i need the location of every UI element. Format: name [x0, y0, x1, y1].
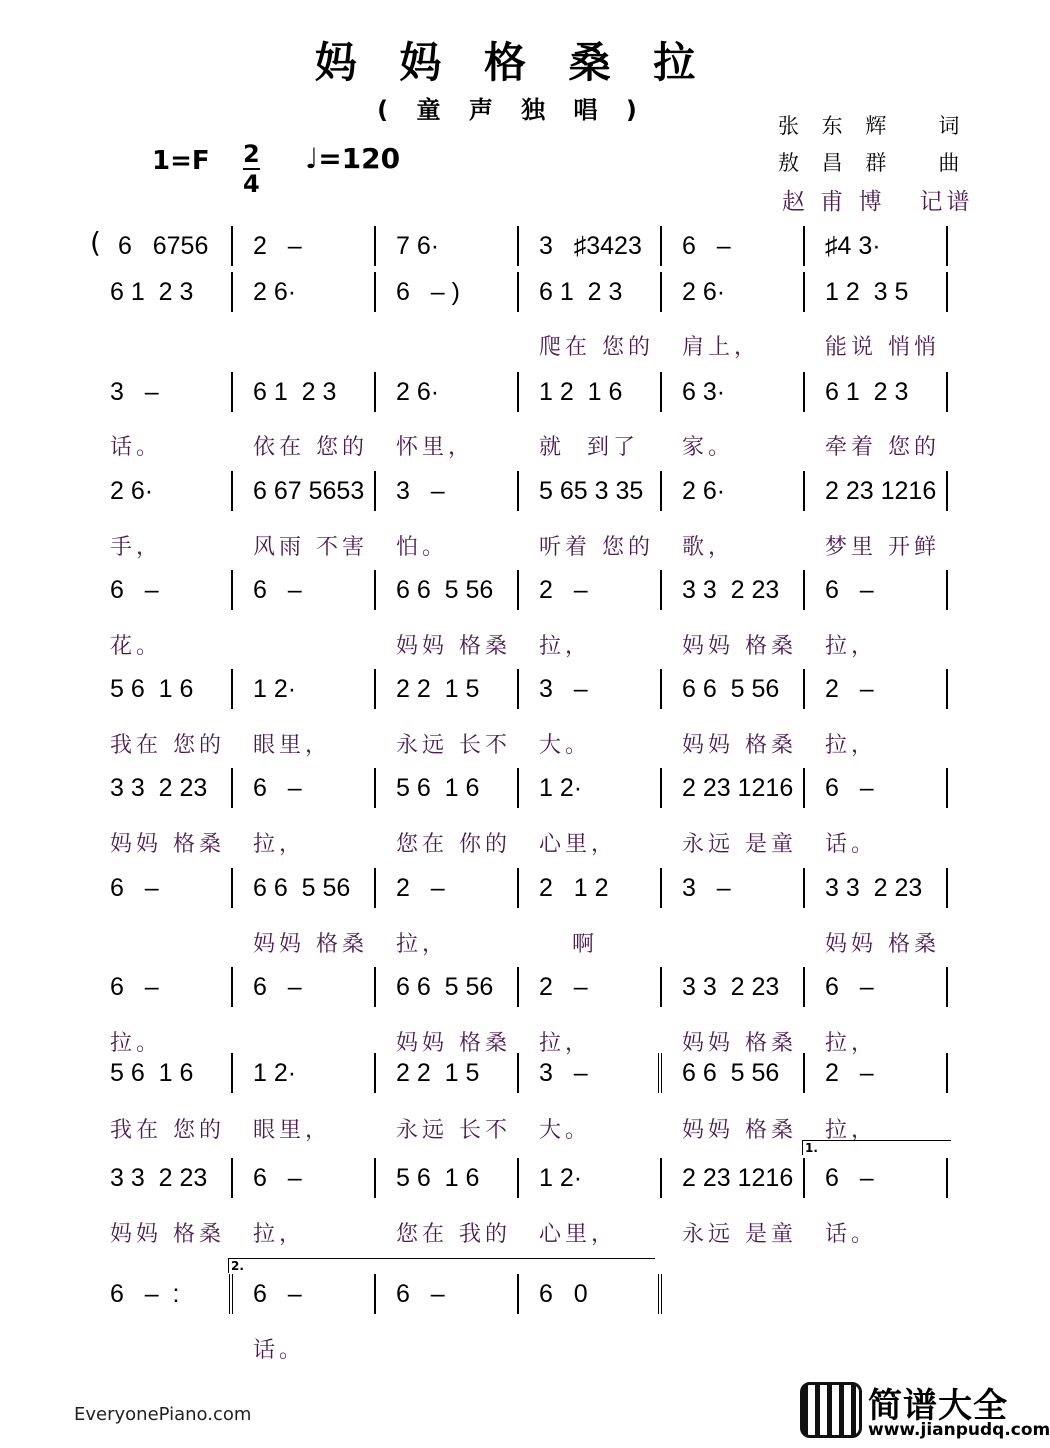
measure: 2 6·	[90, 471, 233, 511]
lyric: 听着 您的	[539, 535, 654, 560]
lyric: 我在 您的	[110, 733, 225, 758]
measure: 5 65 3 35	[519, 471, 662, 511]
time-top: 2	[243, 140, 260, 168]
measure: 2 2 1 5	[376, 669, 519, 709]
lyric: 妈妈 格桑	[825, 932, 940, 957]
measure: 6 –	[233, 1274, 376, 1314]
lyric	[90, 927, 233, 958]
measure: 2 –	[519, 570, 662, 610]
measure: 3 –	[90, 372, 233, 412]
notation-row	[90, 1158, 948, 1198]
lyric: 拉，	[253, 1222, 306, 1247]
measure: 2 –	[519, 967, 662, 1007]
lyric: 话。	[253, 1338, 306, 1363]
measure: 6 –	[233, 768, 376, 808]
measure: 3 ♯3423	[519, 226, 662, 266]
measure: 6 1 2 3	[90, 272, 233, 312]
measure: 6 –	[662, 226, 805, 266]
lyric: 妈妈 格桑	[396, 634, 511, 659]
measure: ♯4 3·	[805, 226, 948, 266]
measure: 6 –	[90, 868, 233, 908]
lyric	[90, 330, 233, 361]
measure: 2 1 2	[519, 868, 662, 908]
lyric: 怀里，	[396, 435, 475, 460]
lyric: 歌，	[682, 535, 735, 560]
lyric	[376, 330, 519, 361]
lyric: 拉，	[539, 1031, 592, 1056]
lyrics-row	[90, 430, 948, 461]
lyrics-row	[90, 1333, 662, 1364]
lyric	[233, 330, 376, 361]
lyric: 妈妈 格桑	[682, 1118, 797, 1143]
lyric: 永远 长不	[396, 733, 511, 758]
lyric: 妈妈 格桑	[682, 733, 797, 758]
notation-row	[90, 226, 948, 266]
notation-row	[90, 768, 948, 808]
notation-row	[90, 471, 948, 511]
jianpudq-logo	[800, 1378, 1050, 1444]
measure: 5 6 1 6	[90, 669, 233, 709]
notation-row	[90, 372, 948, 412]
measure: 6 6 5 56	[376, 570, 519, 610]
measure: 6 –	[805, 570, 948, 610]
measure: 5 6 1 6	[376, 1158, 519, 1198]
time-signature	[243, 140, 260, 198]
measure: 2 23 1216	[805, 471, 948, 511]
measure: 2 –	[376, 868, 519, 908]
measure: 1 2 3 5	[805, 272, 948, 312]
lyric: 妈妈 格桑	[396, 1031, 511, 1056]
lyric: 依在 您的	[253, 435, 368, 460]
measure: 5 6 1 6	[90, 1053, 233, 1093]
lyrics-row	[90, 330, 948, 361]
measure: 3 –	[519, 1053, 662, 1093]
lyric: 牵着 您的	[825, 435, 940, 460]
song-subtitle: ( 童 声 独 唱 )	[377, 96, 647, 124]
measure: 1 2·	[233, 669, 376, 709]
lyric: 永远 是童	[682, 1222, 797, 1247]
lyric: 话。	[825, 1222, 878, 1247]
lyric: 拉，	[825, 733, 878, 758]
lyric: 风雨 不害	[253, 535, 368, 560]
lyric: 大。	[539, 1118, 592, 1143]
lyric: 您在 你的	[396, 832, 511, 857]
measure: 2 6·	[376, 372, 519, 412]
lyrics-row	[90, 728, 948, 759]
lyric: 话。	[825, 832, 878, 857]
lyric: 拉，	[253, 832, 306, 857]
measure: 6 –	[233, 1158, 376, 1198]
composer-credit: 敖 昌 群 曲	[778, 151, 968, 175]
lyric	[519, 1333, 662, 1364]
measure: 1 2 1 6	[519, 372, 662, 412]
lyric: 永远 是童	[682, 832, 797, 857]
measure: 6 –	[233, 570, 376, 610]
measure: 1 2·	[519, 768, 662, 808]
measure: 6 –	[90, 570, 233, 610]
measure: 2 23 1216	[662, 768, 805, 808]
footer-site: EveryonePiano.com	[74, 1404, 252, 1425]
key-signature: 1=F	[152, 146, 210, 176]
measure: 6 1 2 3	[805, 372, 948, 412]
measure: 3 3 2 23	[90, 1158, 233, 1198]
lyric: 话。	[110, 435, 163, 460]
measure: 6 67 5653	[233, 471, 376, 511]
measure: 6 6 5 56	[662, 1053, 805, 1093]
lyrics-row	[90, 1217, 948, 1248]
transcriber-credit: 赵 甫 博 记谱	[782, 189, 974, 215]
measure: 5 6 1 6	[376, 768, 519, 808]
volta-2: 2.	[228, 1258, 655, 1273]
lyric: 您在 我的	[396, 1222, 511, 1247]
measure: 6 –	[805, 768, 948, 808]
notation-row	[90, 272, 948, 312]
lyricist-credit: 张 东 辉 词	[778, 114, 968, 138]
lyrics-row	[90, 629, 948, 660]
measure: 6 – :	[90, 1274, 233, 1314]
lyric: 家。	[682, 435, 735, 460]
measure: 2 6·	[233, 272, 376, 312]
measure: 6 1 2 3	[233, 372, 376, 412]
lyric: 能说 悄悄	[825, 335, 940, 360]
lyric: 眼里，	[253, 1118, 332, 1143]
lyric: 妈妈 格桑	[682, 634, 797, 659]
lyric: 眼里，	[253, 733, 332, 758]
lyric: 妈妈 格桑	[682, 1031, 797, 1056]
lyric: 拉，	[825, 634, 878, 659]
notation-row	[90, 669, 948, 709]
measure: 2 6·	[662, 471, 805, 511]
measure: 6 3·	[662, 372, 805, 412]
measure: 2 –	[233, 226, 376, 266]
volta-1: 1.	[802, 1140, 951, 1155]
lyric: 花。	[110, 634, 163, 659]
lyric	[90, 1333, 233, 1364]
measure: 6 – )	[376, 272, 519, 312]
lyrics-row	[90, 927, 948, 958]
song-title: 妈 妈 格 桑 拉	[314, 38, 710, 87]
lyrics-row	[90, 827, 948, 858]
measure: 6 –	[805, 1158, 948, 1198]
notation-row	[90, 967, 948, 1007]
logo-url: www.jianpudq.com	[868, 1420, 1050, 1440]
measure: 6 0	[519, 1274, 662, 1314]
measure: 6 6756	[90, 226, 233, 266]
tempo-marking: ♩=120	[305, 142, 401, 175]
lyric: 妈妈 格桑	[110, 832, 225, 857]
measure: 6 1 2 3	[519, 272, 662, 312]
lyric: 妈妈 格桑	[110, 1222, 225, 1247]
lyric: 拉。	[110, 1031, 163, 1056]
lyric: 拉，	[396, 932, 449, 957]
notation-row	[90, 868, 948, 908]
lyric: 爬在 您的	[539, 335, 654, 360]
logo-text: 简谱大全	[868, 1386, 1008, 1426]
measure: 6 6 5 56	[233, 868, 376, 908]
measure: 7 6·	[376, 226, 519, 266]
measure: 1 2·	[519, 1158, 662, 1198]
lyric	[376, 1333, 519, 1364]
lyric: 梦里 开鲜	[825, 535, 940, 560]
measure: 3 –	[376, 471, 519, 511]
lyric: 大。	[539, 733, 592, 758]
measure: 6 –	[90, 967, 233, 1007]
measure: 2 2 1 5	[376, 1053, 519, 1093]
measure: 3 3 2 23	[90, 768, 233, 808]
lyric: 我在 您的	[110, 1118, 225, 1143]
lyric: 就 到了	[539, 435, 639, 460]
measure: 6 –	[805, 967, 948, 1007]
piano-keys-icon	[800, 1382, 862, 1438]
lyric: 心里，	[539, 832, 618, 857]
lyric	[233, 629, 376, 660]
lyric: 拉，	[539, 634, 592, 659]
notation-row	[90, 1274, 662, 1314]
measure: 6 6 5 56	[662, 669, 805, 709]
measure: 6 6 5 56	[376, 967, 519, 1007]
measure: 6 –	[233, 967, 376, 1007]
measure: 3 –	[662, 868, 805, 908]
lyric: 拉，	[825, 1118, 878, 1143]
lyric	[662, 927, 805, 958]
intro-paren: (	[90, 226, 101, 259]
lyric: 肩上，	[682, 335, 761, 360]
lyric: 妈妈 格桑	[253, 932, 368, 957]
measure: 3 3 2 23	[662, 570, 805, 610]
notation-row	[90, 1053, 948, 1093]
lyric: 怕。	[396, 535, 449, 560]
measure: 2 –	[805, 1053, 948, 1093]
measure: 3 3 2 23	[805, 868, 948, 908]
lyric: 啊	[539, 932, 598, 957]
notation-row	[90, 570, 948, 610]
lyric: 手，	[110, 535, 163, 560]
time-bottom: 4	[243, 170, 260, 198]
measure: 2 6·	[662, 272, 805, 312]
measure: 2 23 1216	[662, 1158, 805, 1198]
measure: 1 2·	[233, 1053, 376, 1093]
measure: 3 3 2 23	[662, 967, 805, 1007]
lyric: 心里，	[539, 1222, 618, 1247]
measure: 2 –	[805, 669, 948, 709]
lyric: 永远 长不	[396, 1118, 511, 1143]
lyric: 拉，	[825, 1031, 878, 1056]
measure: 3 –	[519, 669, 662, 709]
lyrics-row	[90, 530, 948, 561]
measure: 6 –	[376, 1274, 519, 1314]
